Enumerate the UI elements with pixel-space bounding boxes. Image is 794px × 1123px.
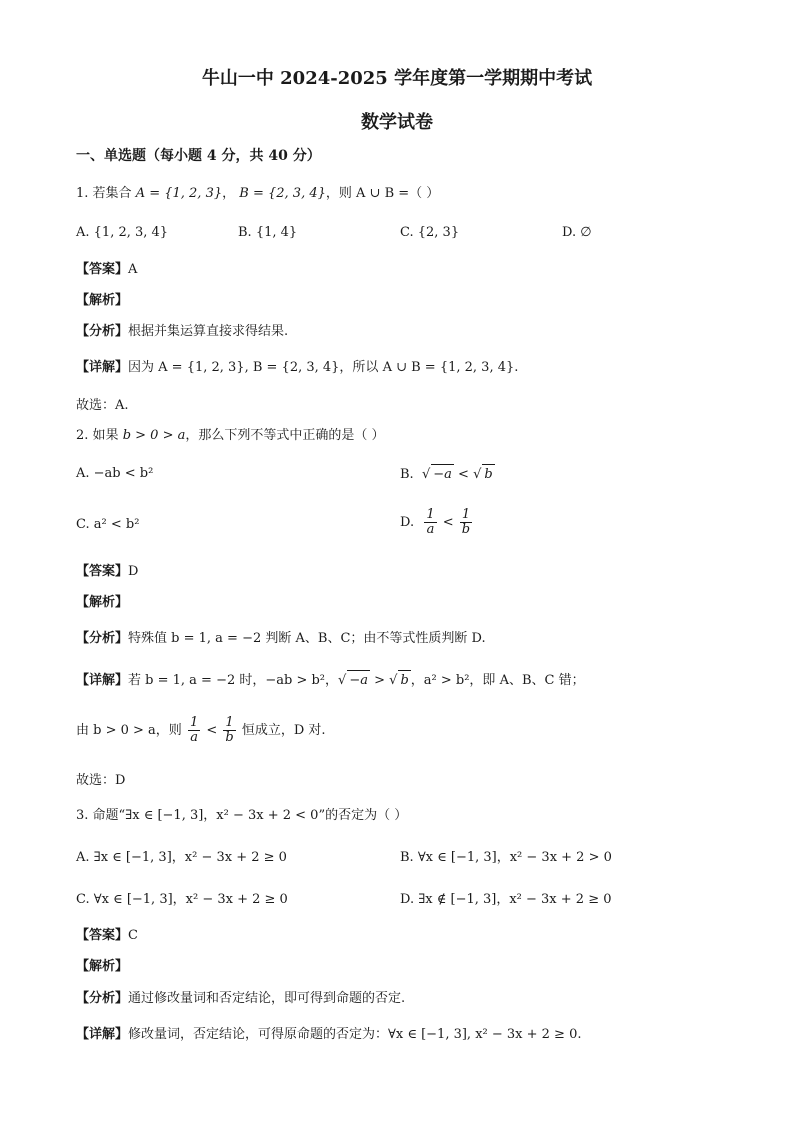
question-3-answer: 【答案】C [76, 928, 138, 943]
page-subtitle: 数学试卷 [361, 112, 433, 133]
question-1-analysis-label: 【解析】 [76, 293, 129, 308]
question-1-option-b: B. {1, 4} [238, 225, 298, 240]
question-1-option-c: C. {2, 3} [400, 225, 460, 240]
question-3-option-a: A. ∃x ∈ [−1, 3]，x² − 3x + 2 ≥ 0 [76, 850, 287, 865]
question-1-conclusion: 故选：A. [76, 398, 129, 413]
question-2-option-b: B. √ −a < √ b [400, 464, 495, 485]
question-3-stem: 3. 命题“∃x ∈ [−1, 3]，x² − 3x + 2 < 0”的否定为（ ） [76, 808, 408, 823]
question-2-option-a: A. −ab < b² [76, 466, 154, 481]
question-3-analysis-label: 【解析】 [76, 959, 129, 974]
question-1-option-d: D. ∅ [562, 225, 592, 240]
question-3-option-b: B. ∀x ∈ [−1, 3]，x² − 3x + 2 > 0 [400, 850, 612, 865]
question-3-fenxi: 【分析】通过修改量词和否定结论，即可得到命题的否定. [76, 991, 406, 1006]
question-2-stem: 2. 如果 b > 0 > a，那么下列不等式中正确的是（ ） [76, 428, 385, 443]
question-2-conclusion: 故选：D [76, 773, 126, 788]
question-1-fenxi: 【分析】根据并集运算直接求得结果. [76, 324, 289, 339]
question-2-answer: 【答案】D [76, 564, 139, 579]
question-1-xiangjie: 【详解】因为 A = {1, 2, 3}, B = {2, 3, 4}，所以 A ∪ B = {1, 2, 3, 4}. [76, 360, 519, 375]
question-2-xiangjie-line2: 由 b > 0 > a，则 $\frac{1}{a}$ < $\frac{1}{b}$ 恒成立，D 对. [76, 715, 326, 745]
question-1-option-a: A. {1, 2, 3, 4} [76, 225, 169, 240]
question-3-option-c: C. ∀x ∈ [−1, 3]，x² − 3x + 2 ≥ 0 [76, 892, 288, 907]
section-heading: 一、单选题（每小题 4 分，共 40 分） [76, 148, 321, 164]
question-2-fenxi: 【分析】特殊值 b = 1, a = −2 判断 A、B、C；由不等式性质判断 D. [76, 631, 486, 646]
question-2-option-d: D. $\frac{1}{a}$ < $\frac{1}{b}$ [400, 507, 471, 537]
question-2-xiangjie: 【详解】若 b = 1, a = −2 时，−ab > b²，√ −a > √ b ，a² > b²，即 A、B、C 错； [76, 670, 585, 691]
question-2-analysis-label: 【解析】 [76, 595, 129, 610]
question-1-stem: 1. 若集合 A = {1, 2, 3}， B = {2, 3, 4}，则 A ∪ B =（ ） [76, 186, 440, 201]
question-3-xiangjie: 【详解】修改量词，否定结论，可得原命题的否定为：∀x ∈ [−1, 3], x² − 3x + 2 ≥ 0. [76, 1027, 582, 1042]
question-2-option-c: C. a² < b² [76, 517, 140, 532]
page-title: 牛山一中 2024-2025 学年度第一学期期中考试 [201, 68, 593, 89]
question-3-option-d: D. ∃x ∉ [−1, 3]，x² − 3x + 2 ≥ 0 [400, 892, 612, 907]
question-1-answer: 【答案】A [76, 262, 138, 277]
